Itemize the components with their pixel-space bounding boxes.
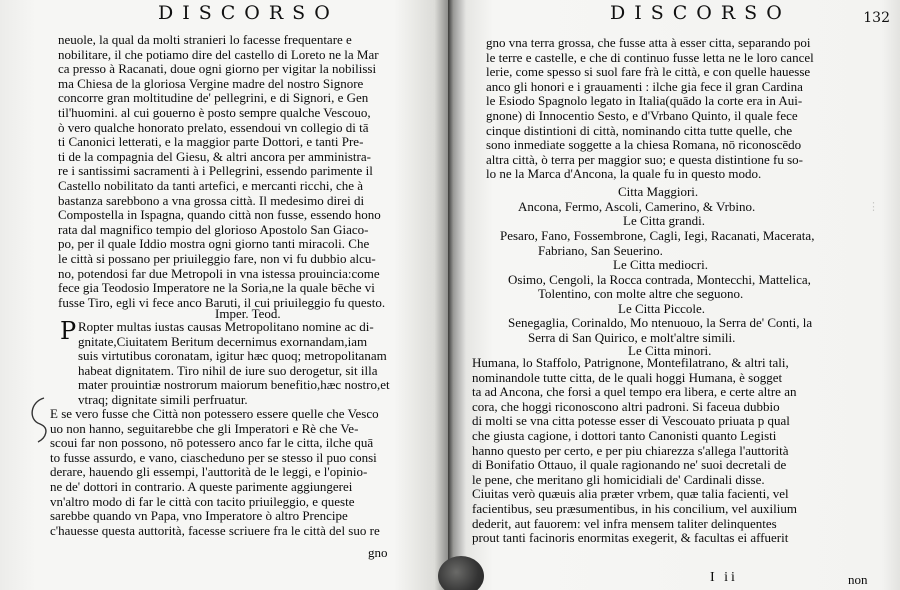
text-line: prout tanti facinoris enormitas exegerit, & facultas ei affuerit bbox=[472, 530, 789, 546]
text-line: E se vero fusse che Città non potessero essere quelle che Vesco bbox=[50, 406, 379, 421]
text-line: hanno questo per certo, e per piu chiarezza s'allega l'auttorità bbox=[472, 442, 789, 458]
text-line: fusse Tiro, egli vi fece anco Baruti, il cui priuileggio fu questo. bbox=[58, 294, 386, 310]
text-line: vn'altro modo di far le città con tacito priuileggio, e queste bbox=[50, 493, 355, 509]
latin-line: habeat dignitatem. Tiro nihil de iure suo derogetur, sit illa bbox=[78, 362, 378, 378]
text-line: ti Canonici letterati, e la maggior parte Dottori, e tanti Pre- bbox=[58, 134, 364, 150]
latin-line: vtraq; dignitate simili perfruatur. bbox=[78, 391, 248, 407]
list-citta-piccole-1: Senegaglia, Corinaldo, Mo ntenuouo, la Serra de' Conti, la bbox=[508, 315, 813, 330]
text-line: ò vero qualche honorato prelato, essendoui vn collegio di tā bbox=[58, 119, 369, 135]
text-line: rata dal magnifico tempio del glorioso Apostolo San Giaco- bbox=[58, 221, 369, 237]
text-line: altra città, ò terra per maggior suo; e questa distintione fu so- bbox=[486, 151, 803, 167]
page-number: 132 bbox=[863, 10, 890, 26]
latin-line: mater prouintiæ nostrorum maiorum benefitio,hæc nostro,et bbox=[78, 377, 390, 393]
imper-teod-label: Imper. Teod. bbox=[215, 306, 281, 321]
text-line: neuole, la qual da molti stranieri lo facesse frequentare e bbox=[58, 32, 352, 47]
text-line: nominandole tutte citta, de le quali hoggi Humana, è sogget bbox=[472, 369, 783, 385]
heading-citta-grandi: Le Citta grandi. bbox=[623, 213, 705, 228]
text-line: anco gli honori e i grauamenti : ilche gia fece il gran Cardina bbox=[486, 78, 803, 94]
latin-line: Ropter multas iustas causas Metropolitano nomine ac di- bbox=[78, 319, 374, 334]
list-citta-piccole-2: Serra di San Quirico, e molt'altre simili. bbox=[528, 330, 736, 345]
latin-line: gnitate,Ciuitatem Beritum decernimus exornandam,iam bbox=[78, 333, 368, 349]
text-line: le Esiodo Spagnolo legato in Italia(quādo la corte era in Aui- bbox=[486, 93, 803, 109]
heading-citta-maggiori: Citta Maggiori. bbox=[618, 184, 699, 199]
text-line: lerie, come spesso si suol fare frà le città, e con quelle hauesse bbox=[486, 64, 811, 80]
text-line: le terre e castelle, e che di continuo fusse letta ne le loro cancel bbox=[486, 49, 814, 65]
text-line: di Bonifatio Ottauo, il quale ragionando ne' suoi decretali de bbox=[472, 457, 787, 473]
text-line: che giusta cagione, i dottori tanto Canonisti quanto Legisti bbox=[472, 427, 777, 443]
drop-cap-p: P bbox=[60, 317, 77, 345]
text-line: po, per il quale Iddio mostra ogni giorno tanti miracoli. Che bbox=[58, 236, 370, 252]
running-head-right: DISCORSO bbox=[610, 2, 791, 24]
text-line: facientibus, seu præsumentibus, in his concilium, vel auxilium bbox=[472, 500, 797, 516]
text-line: uo non hanno, seguitarebbe che gli Imperatori e Rè che Ve- bbox=[50, 420, 359, 436]
text-line: sono inmediate soggette a la chiesa Romana, nō riconoscēdo bbox=[486, 137, 802, 153]
list-citta-grandi-1: Pesaro, Fano, Fossembrone, Cagli, Iegi, Racanati, Macerata, bbox=[500, 228, 815, 243]
text-line: Ciuitas verò quæuis alia præter vrbem, quæ talia facienti, vel bbox=[472, 486, 789, 502]
text-line: til'huomini. al cui gouerno è posto sempre qualche Vescouo, bbox=[58, 104, 371, 120]
catchword-right: non bbox=[848, 572, 868, 587]
text-line: ti de la compagnia del Giesu, & altri ancora per amministra- bbox=[58, 148, 371, 164]
catchword-left: gno bbox=[368, 545, 388, 560]
text-line: le pene, che meritano gli homicidiali de' Cardinali disse. bbox=[472, 471, 765, 487]
signature-mark: I ii bbox=[710, 570, 738, 585]
text-line: di molti se vna citta potesse esser di Vescouato priuata p qual bbox=[472, 413, 790, 429]
text-line: le città si possano per priuileggio fare, non vi fu dubbio alcu- bbox=[58, 250, 376, 266]
text-line: ca presso à Racanati, doue ogni giorno per vigitar la nobilissi bbox=[58, 61, 377, 77]
list-citta-maggiori: Ancona, Fermo, Ascoli, Camerino, & Vrbino. bbox=[518, 199, 756, 214]
text-line: Compostella in Ispagna, quando città non fusse, essendo hono bbox=[58, 207, 381, 223]
text-line: no, potendosi far due Metropoli in vna istessa prouincia:come bbox=[58, 265, 380, 281]
text-line: scoui far non possono, nō potessero anco far le citta, ilche quā bbox=[50, 435, 374, 451]
text-line: Castello nobilitato da tanti artefici, e mercanti ricchi, che à bbox=[58, 177, 364, 193]
running-head-left: DISCORSO bbox=[158, 2, 339, 24]
heading-citta-piccole: Le Citta Piccole. bbox=[618, 301, 706, 316]
text-line: ta ad Ancona, che forsi a quel tempo era libera, e certe altre an bbox=[472, 384, 797, 400]
text-line: c'hauesse questa auttorità, facesse scriuere fra le città del suo re bbox=[50, 522, 380, 538]
list-citta-mediocri-1: Osimo, Cengoli, la Rocca contrada, Montecchi, Mattelica, bbox=[508, 272, 811, 287]
list-citta-grandi-2: Fabriano, San Seuerino. bbox=[538, 243, 663, 258]
text-line: derare, hauendo gli essempi, l'auttorità de le leggi, e l'opinio- bbox=[50, 464, 368, 480]
text-line: ma Chiesa de la gloriosa Vergine madre del nostro Signore bbox=[58, 75, 364, 91]
list-citta-mediocri-2: Tolentino, con molte altre che seguono. bbox=[538, 286, 744, 301]
text-line: fece gia Teodosio Imperatore ne la Soria,ne la quale bēche vi bbox=[58, 280, 375, 296]
text-line: dederit, aut fauorem: vel infra mensem taliter delinquentes bbox=[472, 515, 777, 531]
text-line: cinque distintioni di città, nominando citta tutte quelle, che bbox=[486, 122, 793, 138]
text-line: ne de' dottori in contrario. A queste parimente aggiungerei bbox=[50, 478, 353, 494]
text-line: sarebbe quando vn Papa, vno Imperatore ò altro Prencipe bbox=[50, 508, 348, 524]
margin-bracket-mark bbox=[32, 398, 46, 442]
text-line: gno vna terra grossa, che fusse atta à esser citta, separando poi bbox=[486, 35, 811, 50]
text-line: concorre gran moltitudine de' pellegrini, e di Signori, e Gen bbox=[58, 90, 369, 106]
text-line: Humana, lo Staffolo, Patrignone, Montefilatrano, & altri tali, bbox=[472, 355, 789, 370]
text-line: gnone) di Innocentio Sesto, e d'Vrbano Quinto, il quale fece bbox=[486, 107, 798, 123]
text-line: lo ne la Marca d'Ancona, la quale fu in questo modo. bbox=[486, 166, 762, 182]
text-line: to fusse assurdo, e vano, ciascheduno per se stesso il puo consi bbox=[50, 449, 377, 465]
bleed-through-margin: ⋮ bbox=[868, 201, 879, 213]
text-line: bastanza sarebbono a vna grossa città. Il medesimo direi di bbox=[58, 192, 365, 208]
text-line: nobilitare, il che potiamo dire del castello di Loreto ne la Mar bbox=[58, 46, 379, 62]
latin-line: suis virtutibus coronatam, igitur hæc quoq; metropolitanam bbox=[78, 348, 387, 364]
heading-citta-mediocri: Le Citta mediocri. bbox=[613, 257, 708, 272]
text-line: re i santissimi sacramenti à i Pellegrini, essendo parimente il bbox=[58, 163, 373, 179]
heading-citta-minori: Le Citta minori. bbox=[628, 343, 712, 358]
text-line: cora, che hoggi riconoscono altri padroni. Si faceua dubbio bbox=[472, 398, 780, 414]
